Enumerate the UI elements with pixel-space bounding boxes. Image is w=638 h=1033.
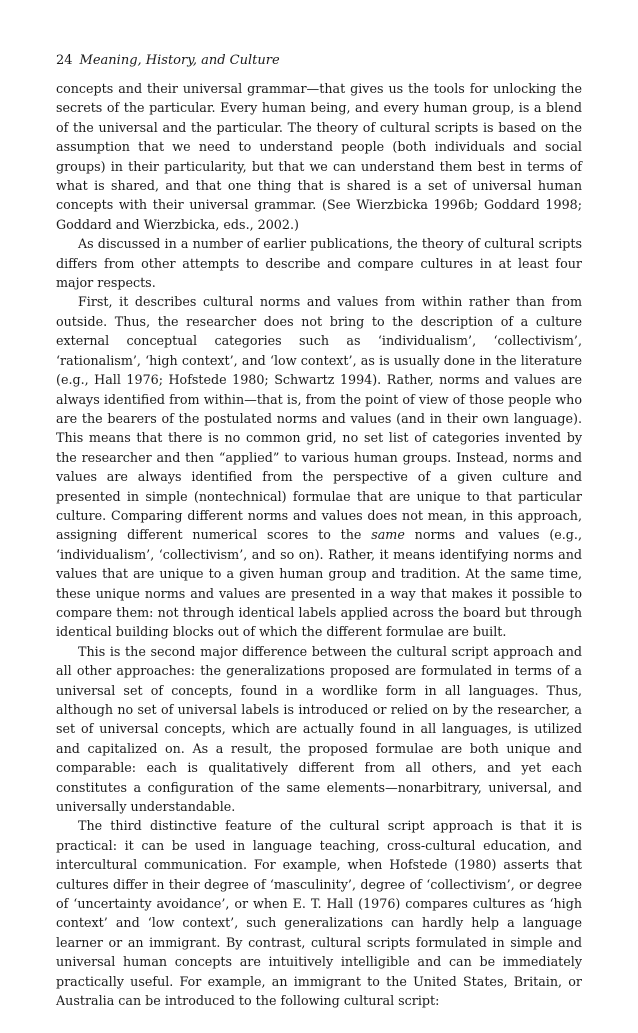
paragraph-four-respects: As discussed in a number of earlier publications, the theory of cultural scripts differs from other attempts to describe and compare cultures in at least four major respects. bbox=[56, 236, 582, 291]
body-text bbox=[56, 79, 582, 1011]
paragraph-first-difference: First, it describes cultural norms and values from within rather than from outside. Thus, the researcher does not bring to the description of a culture external conceptual categories such as ‘individualism’, ‘collectivism’, ‘rationalism’, ‘high context’, and ‘low context’, as is usually done in the literature (e.g., Hall 1976; Hofstede 1980; Schwartz 1994). Rather, norms and values are always identified from within—that is, from the point of view of those people who are the bearers of the postulated norms and values (and in their own language). This means that there is no common grid, no set list of categories invented by the researcher and then “applied” to various human groups. Instead, norms and values are always identified from the perspective of a given culture and presented in simple (nontechnical) formulae that are unique to that particular culture. Comparing different norms and values does not mean, in this approach, assigning different numerical scores to the same norms and values (e.g., ‘individualism’, ‘collectivism’, and so on). Rather, it means identifying norms and values that are unique to a given human group and tradition. At the same time, these unique norms and values are presented in a way that makes it possible to compare them: not through identical labels applied across the board but through identical building blocks out of which the different formulae are built. bbox=[56, 294, 582, 640]
paragraph-third-feature: The third distinctive feature of the cultural script approach is that it is practical: it can be used in language teaching, cross-cultural education, and intercultural communication. For example, when Hofstede (1980) asserts that cultures differ in their degree of ‘masculinity’, degree of ‘collectivism’, or degree of ‘uncertainty avoidance’, or when E. T. Hall (1976) compares cultures as ‘high context’ and ‘low context’, such generalizations can hardly help a language learner or an immigrant. By contrast, cultural scripts formulated in simple and universal human concepts are intuitively intelligible and can be immediately practically useful. For example, an immigrant to the United States, Britain, or Australia can be introduced to the following cultural script: bbox=[56, 818, 582, 1009]
page-number: 24 bbox=[56, 53, 73, 68]
paragraph-continuation: concepts and their universal grammar—that gives us the tools for unlocking the secrets of the particular. Every human being, and every human group, is a blend of the universal and the particular. The theory of cultural scripts is based on the assumption that we need to understand people (both individuals and social groups) in their particularity, but that we can understand them best in terms of what is shared, and that one thing that is shared is a set of universal human concepts with their universal grammar. (See Wierzbicka 1996b; Goddard 1998; Goddard and Wierzbicka, eds., 2002.) bbox=[56, 81, 582, 232]
book-page bbox=[56, 52, 582, 1011]
paragraph-second-difference: This is the second major difference between the cultural script approach and all other approaches: the generalizations proposed are formulated in terms of a universal set of concepts, found in a wordlike form in all languages. Thus, although no set of universal labels is introduced or relied on by the researcher, a set of universal concepts, which are actually found in all languages, is utilized and capitalized on. As a result, the proposed formulae are both unique and comparable: each is qualitatively different from all others, and yet each constitutes a configuration of the same elements—nonarbitrary, universal, and universally understandable. bbox=[56, 643, 582, 815]
running-title: Meaning, History, and Culture bbox=[79, 53, 280, 68]
running-head bbox=[56, 52, 582, 70]
emphasis-same: same bbox=[371, 527, 405, 543]
